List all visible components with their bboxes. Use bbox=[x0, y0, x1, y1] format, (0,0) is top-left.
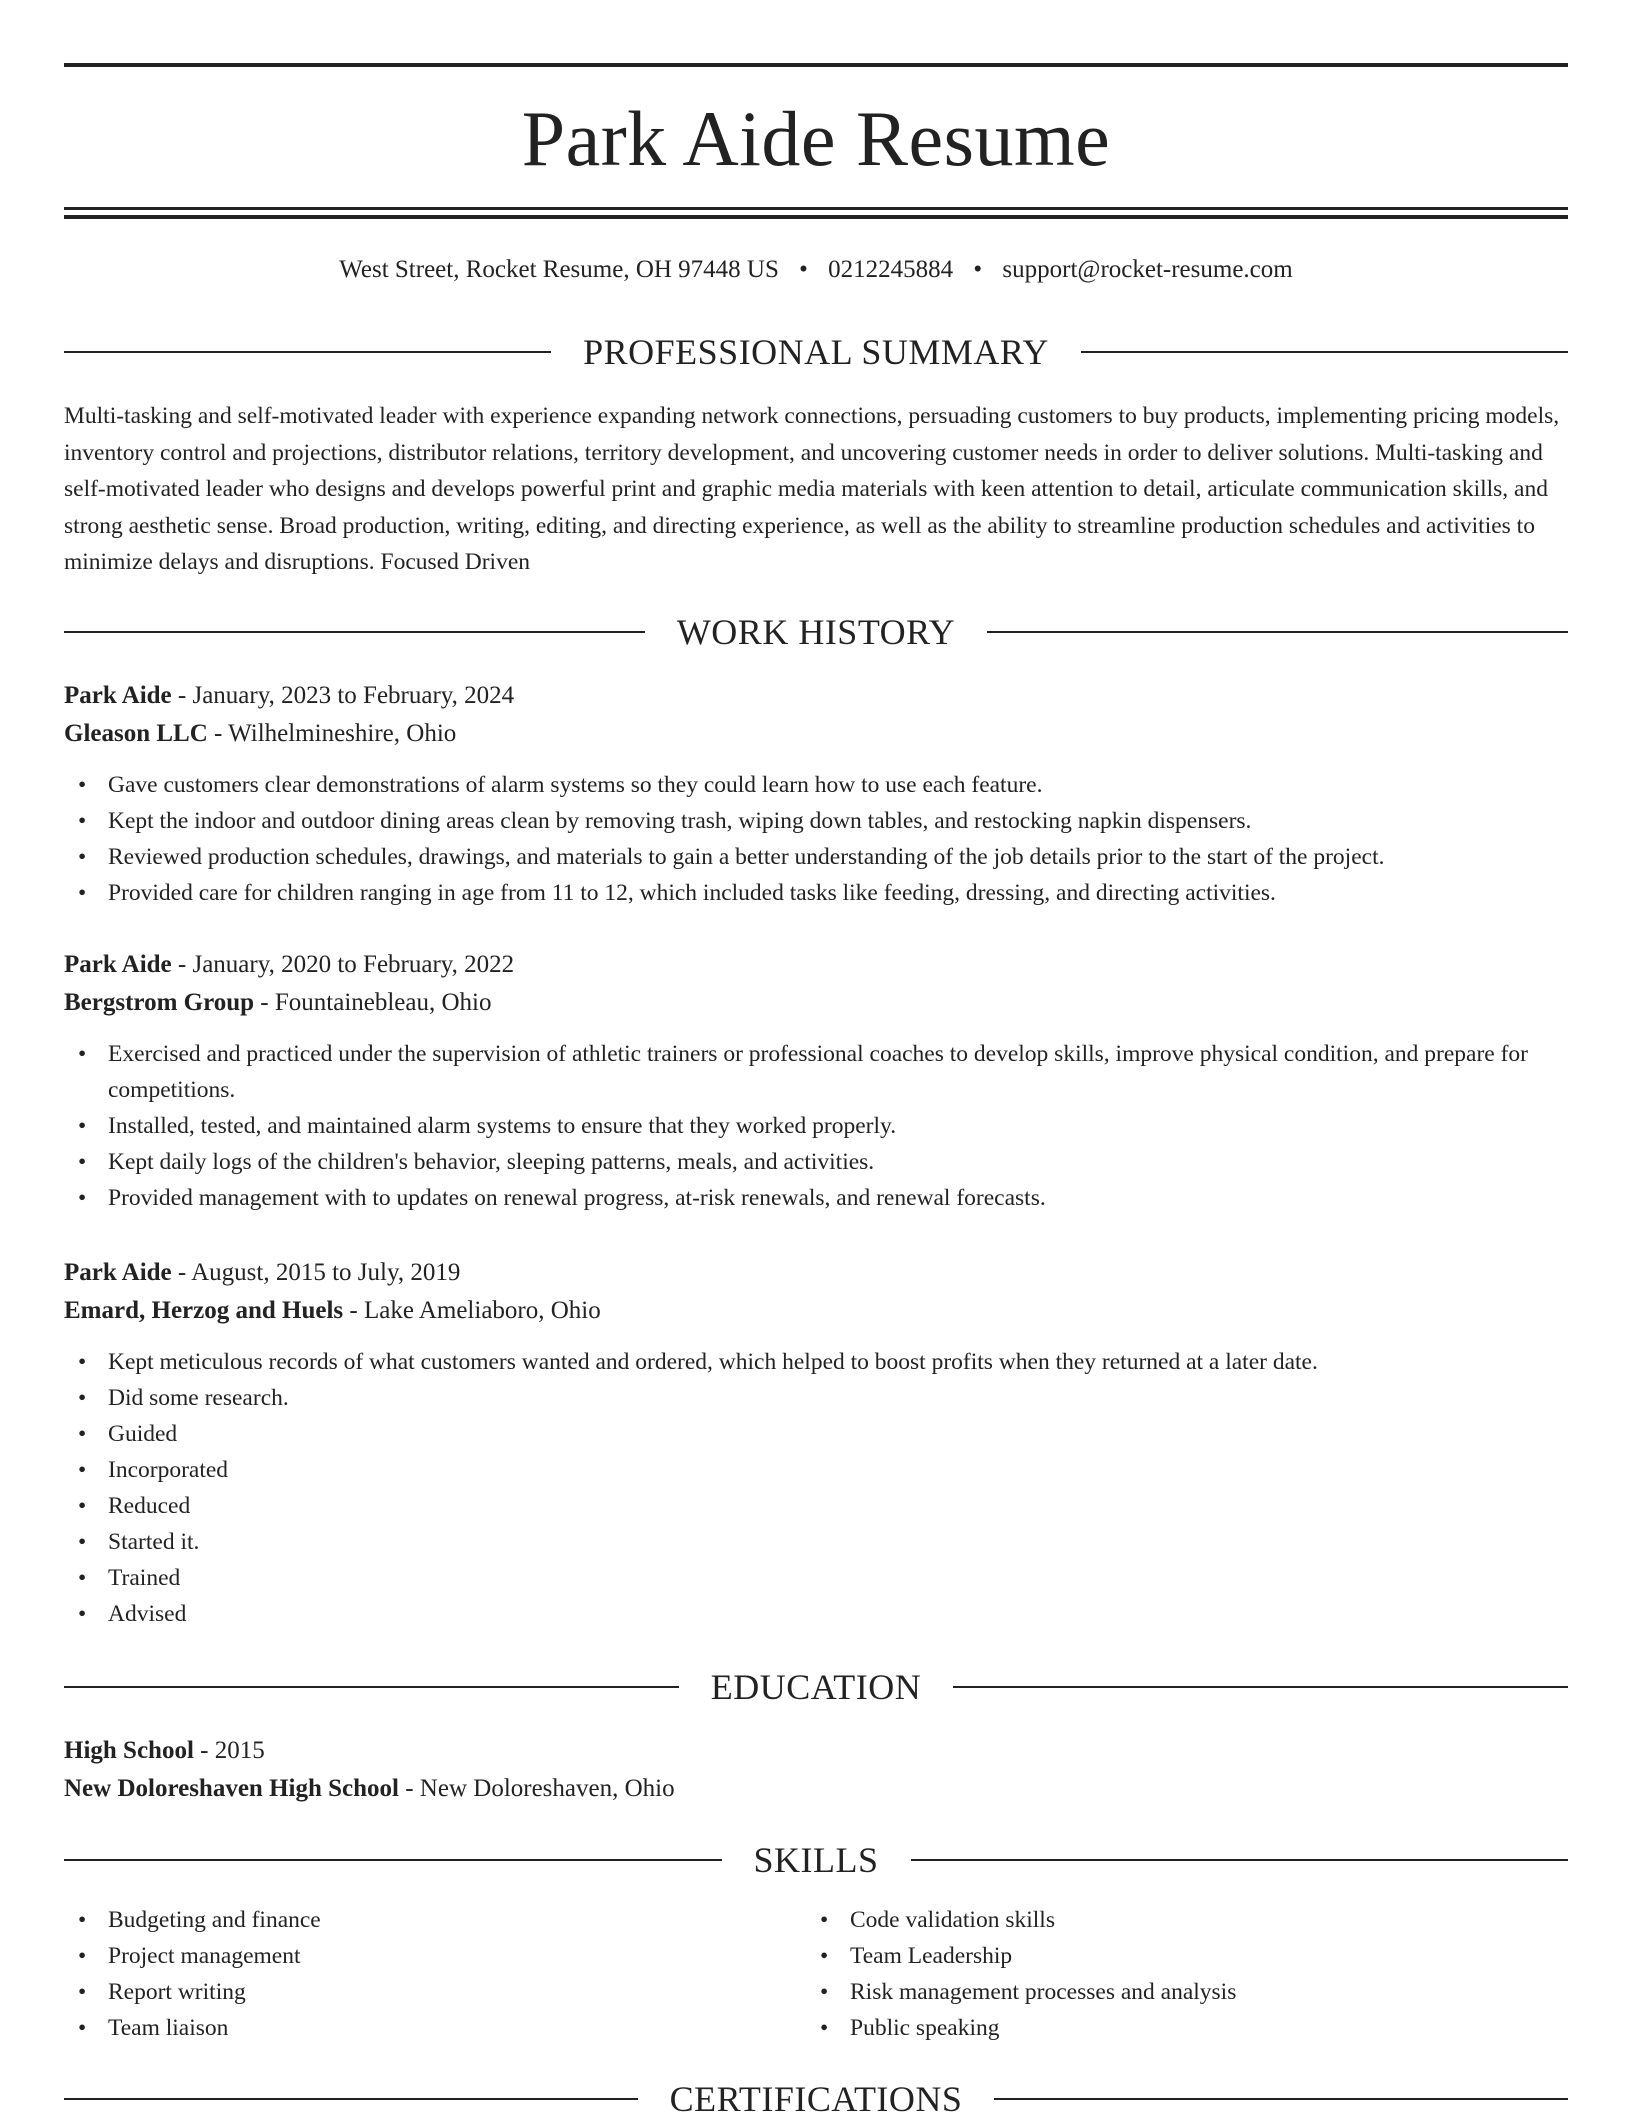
section-heading-education bbox=[64, 1665, 1568, 1709]
skills-list-right bbox=[806, 1902, 1548, 2046]
skill-item: • Risk management processes and analysis bbox=[806, 1974, 1548, 2010]
job-bullet: • Did some research. bbox=[64, 1380, 1568, 1416]
job-company-line bbox=[64, 984, 1568, 1022]
job-dates: - August, 2015 to July, 2019 bbox=[171, 1259, 461, 1286]
education-location: - New Doloreshaven, Ohio bbox=[398, 1775, 675, 1802]
job-title-line bbox=[64, 946, 1568, 984]
job-company: Emard, Herzog and Huels bbox=[64, 1297, 344, 1324]
job-bullet: • Started it. bbox=[64, 1524, 1568, 1560]
heading-rule bbox=[987, 631, 1568, 633]
job-dates: - January, 2020 to February, 2022 bbox=[171, 951, 515, 978]
job-bullet: • Advised bbox=[64, 1596, 1568, 1632]
job-company: Bergstrom Group bbox=[64, 989, 255, 1016]
job-title-line bbox=[64, 677, 1568, 715]
education-entry bbox=[64, 1732, 1568, 1808]
job-title: Park Aide bbox=[64, 682, 172, 709]
section-heading-work-history bbox=[64, 610, 1568, 654]
education-degree: High School bbox=[64, 1737, 194, 1764]
resume-title: Park Aide Resume bbox=[521, 95, 1111, 182]
heading-rule bbox=[911, 1859, 1569, 1861]
section-title: SKILLS bbox=[753, 1840, 879, 1880]
skill-item: • Team Leadership bbox=[806, 1938, 1548, 1974]
job-bullet: • Exercised and practiced under the supervision of athletic trainers or professional coaches to develop skills, improve physical condition, and prepare for competitions. bbox=[64, 1036, 1568, 1108]
education-school-line bbox=[64, 1770, 1568, 1808]
heading-rule bbox=[64, 351, 551, 353]
skills-list-left bbox=[64, 1902, 806, 2046]
job-bullets bbox=[64, 767, 1568, 911]
heading-rule bbox=[64, 631, 645, 633]
contact-email: support@rocket-resume.com bbox=[1002, 256, 1293, 283]
job-bullet: • Reviewed production schedules, drawings, and materials to gain a better understanding of the job details prior to the start of the project. bbox=[64, 839, 1568, 875]
title-double-rule bbox=[64, 207, 1568, 219]
skill-item: • Team liaison bbox=[64, 2010, 806, 2046]
contact-separator: • bbox=[799, 256, 808, 283]
job-title: Park Aide bbox=[64, 951, 172, 978]
contact-line bbox=[64, 254, 1568, 286]
job-location: - Fountainebleau, Ohio bbox=[254, 989, 492, 1016]
skill-item: • Budgeting and finance bbox=[64, 1902, 806, 1938]
job-dates: - January, 2023 to February, 2024 bbox=[171, 682, 515, 709]
section-heading-skills bbox=[64, 1838, 1568, 1882]
heading-rule bbox=[1081, 351, 1568, 353]
job-company-line bbox=[64, 715, 1568, 753]
job-company-line bbox=[64, 1292, 1568, 1330]
job-bullet: • Provided management with to updates on renewal progress, at-risk renewals, and renewal forecasts. bbox=[64, 1180, 1568, 1216]
skill-item: • Public speaking bbox=[806, 2010, 1548, 2046]
job-bullet: • Guided bbox=[64, 1416, 1568, 1452]
section-heading-certifications bbox=[64, 2077, 1568, 2121]
education-school: New Doloreshaven High School bbox=[64, 1775, 399, 1802]
contact-separator: • bbox=[973, 256, 983, 283]
summary-text: Multi-tasking and self-motivated leader with experience expanding network connections, persuading customers to buy products, implementing pricing models, inventory control and projections, distributor relations, territory development, and uncovering customer needs in order to deliver solutions. Multi-tasking and self-motivated leader who designs and develops powerful print and graphic media materials with keen attention to detail, articulate communication skills, and strong aesthetic sense. Broad production, writing, editing, and directing experience, as well as the ability to streamline production schedules and activities to minimize delays and disruptions. Focused Driven bbox=[64, 403, 1560, 575]
top-rule bbox=[64, 63, 1568, 67]
heading-rule bbox=[953, 1686, 1568, 1688]
job-bullet: • Kept the indoor and outdoor dining areas clean by removing trash, wiping down tables, and restocking napkin dispensers. bbox=[64, 803, 1568, 839]
job-entry bbox=[64, 946, 1568, 1216]
skill-item: • Project management bbox=[64, 1938, 806, 1974]
job-bullets bbox=[64, 1344, 1568, 1632]
education-degree-line bbox=[64, 1732, 1568, 1770]
heading-rule bbox=[994, 2098, 1568, 2100]
skills-columns bbox=[64, 1902, 1568, 2046]
contact-address: West Street, Rocket Resume, OH 97448 US bbox=[339, 256, 779, 283]
job-bullet: • Provided care for children ranging in age from 11 to 12, which included tasks like feeding, dressing, and directing activities. bbox=[64, 875, 1568, 911]
job-entry bbox=[64, 1254, 1568, 1632]
skill-item: • Code validation skills bbox=[806, 1902, 1548, 1938]
job-bullet: • Gave customers clear demonstrations of alarm systems so they could learn how to use each feature. bbox=[64, 767, 1568, 803]
section-title: PROFESSIONAL SUMMARY bbox=[583, 332, 1049, 372]
job-bullets bbox=[64, 1036, 1568, 1216]
skill-item: • Report writing bbox=[64, 1974, 806, 2010]
job-bullet: • Trained bbox=[64, 1560, 1568, 1596]
section-title: WORK HISTORY bbox=[676, 612, 956, 652]
job-location: - Wilhelmineshire, Ohio bbox=[207, 720, 457, 747]
job-entry bbox=[64, 677, 1568, 911]
job-location: - Lake Ameliaboro, Ohio bbox=[343, 1297, 601, 1324]
heading-rule bbox=[64, 1686, 679, 1688]
job-title: Park Aide bbox=[64, 1259, 172, 1286]
job-company: Gleason LLC bbox=[64, 720, 208, 747]
heading-rule bbox=[64, 1859, 722, 1861]
job-title-line bbox=[64, 1254, 1568, 1292]
job-bullet: • Reduced bbox=[64, 1488, 1568, 1524]
education-year: - 2015 bbox=[193, 1737, 265, 1764]
section-title: EDUCATION bbox=[710, 1667, 922, 1707]
heading-rule bbox=[64, 2098, 638, 2100]
section-title: CERTIFICATIONS bbox=[669, 2079, 963, 2119]
section-heading-summary bbox=[64, 330, 1568, 374]
job-bullet: • Installed, tested, and maintained alarm systems to ensure that they worked properly. bbox=[64, 1108, 1568, 1144]
job-bullet: • Incorporated bbox=[64, 1452, 1568, 1488]
job-bullet: • Kept meticulous records of what customers wanted and ordered, which helped to boost profits when they returned at a later date. bbox=[64, 1344, 1568, 1380]
job-bullet: • Kept daily logs of the children's behavior, sleeping patterns, meals, and activities. bbox=[64, 1144, 1568, 1180]
contact-phone: 0212245884 bbox=[828, 256, 954, 283]
